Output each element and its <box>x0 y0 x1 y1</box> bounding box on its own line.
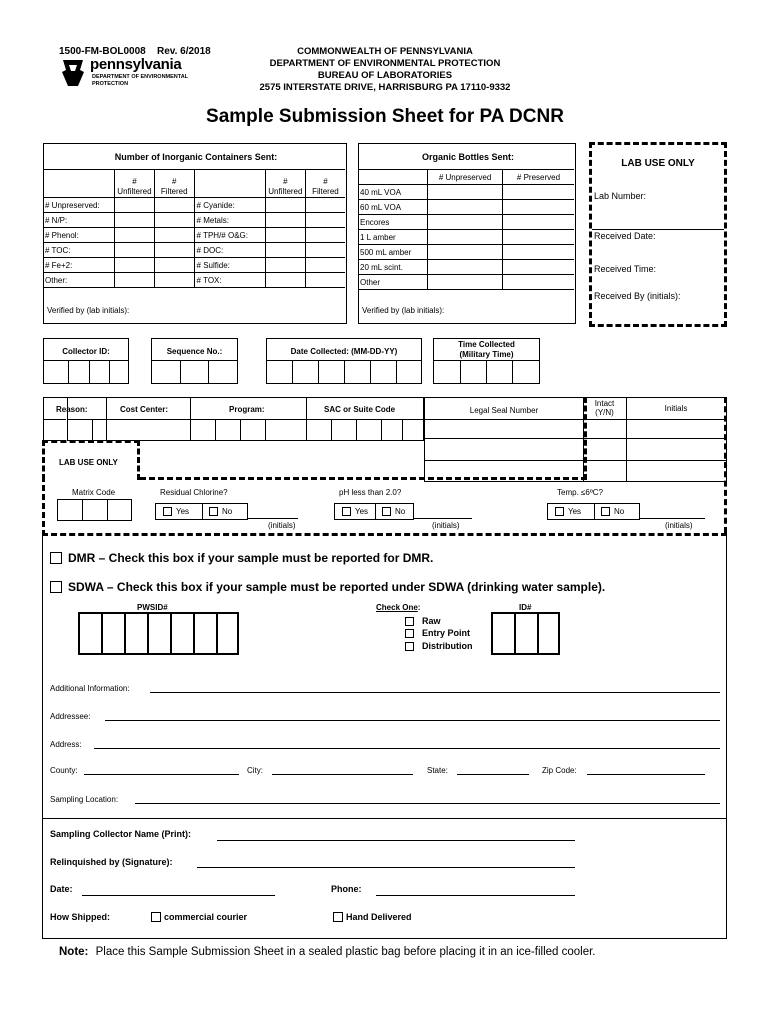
received-by-label: Received By (initials): <box>594 291 681 301</box>
relinquished-label: Relinquished by (Signature): <box>50 857 173 867</box>
col-unfiltered-left: # Unfiltered <box>114 170 154 198</box>
chlorine-initials: (initials) <box>268 521 296 530</box>
date-collected-label: Date Collected: (MM-DD-YY) <box>290 347 398 356</box>
input-cell[interactable] <box>502 245 574 260</box>
organic-title: Organic Bottles Sent: <box>421 152 514 162</box>
relinquished-line[interactable] <box>197 867 575 868</box>
lab-number-label: Lab Number: <box>594 191 647 201</box>
logo-wordmark: pennsylvania <box>90 56 182 73</box>
input-cell[interactable] <box>502 275 574 290</box>
ph-choice <box>334 503 414 520</box>
logo-sub-line-2: PROTECTION <box>92 81 129 87</box>
pwsid-label: PWSID# <box>137 603 168 612</box>
addressee-label: Addressee: <box>50 712 91 721</box>
input-cell[interactable] <box>305 198 345 213</box>
inorganic-row-label: # Cyanide: <box>194 198 265 213</box>
collector-name-label: Sampling Collector Name (Print): <box>50 829 192 839</box>
sdwa-checkbox[interactable] <box>50 581 62 593</box>
input-cell[interactable] <box>114 258 154 273</box>
city-line[interactable] <box>272 774 413 775</box>
zip-label: Zip Code: <box>542 766 577 775</box>
logo-sub-line-1: DEPARTMENT OF ENVIRONMENTAL <box>92 74 189 80</box>
note-text: Place this Sample Submission Sheet in a sealed plastic bag before placing it in an ice-filled cooler. <box>95 946 596 958</box>
organic-row-label: Encores <box>358 215 428 230</box>
input-cell[interactable] <box>154 213 194 228</box>
input-cell[interactable] <box>154 273 194 288</box>
input-cell[interactable] <box>502 185 574 200</box>
agency-line: DEPARTMENT OF ENVIRONMENTAL PROTECTION <box>269 58 501 69</box>
organic-verified: Verified by (lab initials): <box>362 306 445 315</box>
sdwa-text: SDWA – Check this box if your sample must be reported under SDWA (drinking water sample). <box>68 580 606 594</box>
lab-use-top <box>589 142 727 327</box>
hand-delivered-checkbox[interactable] <box>333 912 343 922</box>
inorganic-row-label: # TOC: <box>43 243 114 258</box>
time-collected-label <box>434 340 539 360</box>
chlorine-choice <box>155 503 248 520</box>
input-cell[interactable] <box>428 185 503 200</box>
pwsid-boxes[interactable] <box>78 612 239 655</box>
input-cell[interactable] <box>265 273 305 288</box>
matrix-code-boxes[interactable] <box>57 499 132 521</box>
input-cell[interactable] <box>428 245 503 260</box>
county-label: County: <box>50 766 78 775</box>
legal-seal-label: Legal Seal Number <box>469 406 539 415</box>
note-label: Note: <box>59 946 89 958</box>
date-label: Date: <box>50 884 73 894</box>
input-cell[interactable] <box>428 275 503 290</box>
inorganic-row-label: # TPH/# O&G: <box>194 228 265 243</box>
check-one-label: Check One: <box>376 603 421 612</box>
input-cell[interactable] <box>305 273 345 288</box>
input-cell[interactable] <box>502 200 574 215</box>
address-line[interactable] <box>94 748 720 749</box>
agency-line: BUREAU OF LABORATORIES <box>317 70 453 81</box>
organic-row-label: 20 mL scint. <box>358 260 428 275</box>
received-time-label: Received Time: <box>594 264 657 274</box>
input-cell[interactable] <box>502 230 574 245</box>
input-cell[interactable] <box>265 198 305 213</box>
note <box>59 946 596 958</box>
input-cell[interactable] <box>114 228 154 243</box>
ph-initials: (initials) <box>432 521 460 530</box>
sampling-location-line[interactable] <box>135 803 720 804</box>
sequence-no-box <box>151 338 238 384</box>
id-boxes[interactable] <box>491 612 560 655</box>
intact-line-2: (Y/N) <box>595 408 614 417</box>
program-label: Program: <box>229 405 265 414</box>
input-cell[interactable] <box>428 260 503 275</box>
organic-row-label: 40 mL VOA <box>358 185 428 200</box>
input-cell[interactable] <box>305 213 345 228</box>
collector-id-label: Collector ID: <box>62 347 110 356</box>
distribution-checkbox[interactable] <box>405 642 414 651</box>
time-collected-line-2: (Military Time) <box>459 350 514 359</box>
input-cell[interactable] <box>502 215 574 230</box>
raw-checkbox[interactable] <box>405 617 414 626</box>
phone-line[interactable] <box>376 895 575 896</box>
chlorine-no-label: No <box>222 507 233 516</box>
form-id: 1500-FM-BOL0008 <box>59 46 146 57</box>
county-line[interactable] <box>84 774 239 775</box>
ph-yes-label: Yes <box>355 507 369 516</box>
input-cell[interactable] <box>154 258 194 273</box>
inorganic-row-label: # Metals: <box>194 213 265 228</box>
input-cell[interactable] <box>502 260 574 275</box>
lab-use-mid-title-box <box>42 440 140 480</box>
intact-line-1: Intact <box>594 399 615 408</box>
received-date-label: Received Date: <box>594 231 656 241</box>
organic-row-label: 60 mL VOA <box>358 200 428 215</box>
inorganic-row-label: # Phenol: <box>43 228 114 243</box>
inorganic-row-label: # Unpreserved: <box>43 198 114 213</box>
chlorine-yes-checkbox[interactable] <box>163 507 172 516</box>
state-line[interactable] <box>457 774 529 775</box>
organic-row-label: Other <box>358 275 428 290</box>
temp-label: Temp. ≤6ºC? <box>557 488 603 497</box>
sac-suite-label: SAC or Suite Code <box>324 405 396 414</box>
entry-point-label: Entry Point <box>422 628 471 638</box>
residual-chlorine-label: Residual Chlorine? <box>160 488 228 497</box>
inorganic-section <box>43 143 347 324</box>
pa-dep-logo <box>60 58 220 92</box>
date-line[interactable] <box>82 895 275 896</box>
temp-no-label: No <box>614 507 625 516</box>
input-cell[interactable] <box>114 213 154 228</box>
ph-yes-checkbox[interactable] <box>342 507 351 516</box>
zip-line[interactable] <box>587 774 705 775</box>
temp-no-checkbox[interactable] <box>601 507 610 516</box>
input-cell[interactable] <box>305 258 345 273</box>
time-collected-line-1: Time Collected <box>458 340 515 349</box>
inorganic-row-label: # N/P: <box>43 213 114 228</box>
city-label: City: <box>247 766 263 775</box>
temp-choice <box>547 503 640 520</box>
cost-center-label: Cost Center: <box>120 405 169 414</box>
entry-point-checkbox[interactable] <box>405 629 414 638</box>
matrix-code-label: Matrix Code <box>72 488 116 497</box>
inorganic-row-label: # Sulfide: <box>194 258 265 273</box>
organic-table <box>358 169 574 290</box>
input-cell[interactable] <box>265 213 305 228</box>
organic-row-label: 500 mL amber <box>358 245 428 260</box>
id-label: ID# <box>519 603 532 612</box>
chlorine-yes-label: Yes <box>176 507 190 516</box>
intact-label <box>583 399 626 417</box>
agency-line: 2575 INTERSTATE DRIVE, HARRISBURG PA 17110-9332 <box>259 82 511 93</box>
ph-no-checkbox[interactable] <box>382 507 391 516</box>
col-unpreserved: # Unpreserved <box>428 170 503 185</box>
inorganic-verified: Verified by (lab initials): <box>47 306 130 315</box>
lab-use-top-title: LAB USE ONLY <box>621 158 695 169</box>
input-cell[interactable] <box>265 228 305 243</box>
form-revision: Rev. 6/2018 <box>157 46 211 57</box>
organic-section <box>358 143 576 324</box>
inorganic-row-label: # Fe+2: <box>43 258 114 273</box>
col-filtered-left: # Filtered <box>154 170 194 198</box>
hand-delivered-label: Hand Delivered <box>346 912 412 922</box>
inorganic-title: Number of Inorganic Containers Sent: <box>114 152 278 162</box>
input-cell[interactable] <box>154 228 194 243</box>
initials-label: Initials <box>664 404 688 413</box>
additional-info-label: Additional Information: <box>50 684 130 693</box>
input-cell[interactable] <box>265 243 305 258</box>
date-collected-box <box>266 338 422 384</box>
input-cell[interactable] <box>428 230 503 245</box>
input-cell[interactable] <box>305 228 345 243</box>
addressee-line[interactable] <box>105 720 720 721</box>
temp-yes-label: Yes <box>568 507 582 516</box>
organic-row-label: 1 L amber <box>358 230 428 245</box>
page-title: Sample Submission Sheet for PA DCNR <box>206 106 564 127</box>
ph-label: pH less than 2.0? <box>339 488 402 497</box>
agency-line: COMMONWEALTH OF PENNSYLVANIA <box>297 46 473 57</box>
input-cell[interactable] <box>154 198 194 213</box>
inorganic-table <box>43 169 345 288</box>
col-filtered-right: # Filtered <box>305 170 345 198</box>
dmr-text: DMR – Check this box if your sample must be reported for DMR. <box>68 551 434 565</box>
input-cell[interactable] <box>154 243 194 258</box>
distribution-label: Distribution <box>422 641 473 651</box>
input-cell[interactable] <box>114 198 154 213</box>
dmr-checkbox[interactable] <box>50 552 62 564</box>
col-preserved: # Preserved <box>502 170 574 185</box>
temp-initials: (initials) <box>665 521 693 530</box>
input-cell[interactable] <box>428 200 503 215</box>
courier-checkbox[interactable] <box>151 912 161 922</box>
raw-label: Raw <box>422 616 441 626</box>
keystone-icon <box>60 58 86 88</box>
chlorine-no-checkbox[interactable] <box>209 507 218 516</box>
collector-id-box <box>43 338 129 384</box>
inorganic-row-label: Other: <box>43 273 114 288</box>
address-label: Address: <box>50 740 82 749</box>
phone-label: Phone: <box>331 884 362 894</box>
courier-label: commercial courier <box>164 912 248 922</box>
time-collected-box <box>433 338 540 384</box>
input-cell[interactable] <box>114 273 154 288</box>
state-label: State: <box>427 766 448 775</box>
input-cell[interactable] <box>305 243 345 258</box>
input-cell[interactable] <box>265 258 305 273</box>
sampling-location-label: Sampling Location: <box>50 795 119 804</box>
reason-row <box>43 397 424 441</box>
legal-seal-table <box>424 397 727 482</box>
agency-block <box>230 46 540 94</box>
additional-info-line[interactable] <box>150 692 720 693</box>
inorganic-row-label: # TOX: <box>194 273 265 288</box>
sequence-no-label: Sequence No.: <box>166 347 223 356</box>
lab-use-mid-title: LAB USE ONLY <box>59 458 118 467</box>
inorganic-row-label: # DOC: <box>194 243 265 258</box>
temp-yes-checkbox[interactable] <box>555 507 564 516</box>
collector-name-line[interactable] <box>217 840 575 841</box>
reason-label: Reason: <box>56 405 88 414</box>
input-cell[interactable] <box>428 215 503 230</box>
how-shipped-label: How Shipped: <box>50 912 110 922</box>
input-cell[interactable] <box>114 243 154 258</box>
col-unfiltered-right: # Unfiltered <box>265 170 305 198</box>
ph-no-label: No <box>395 507 406 516</box>
